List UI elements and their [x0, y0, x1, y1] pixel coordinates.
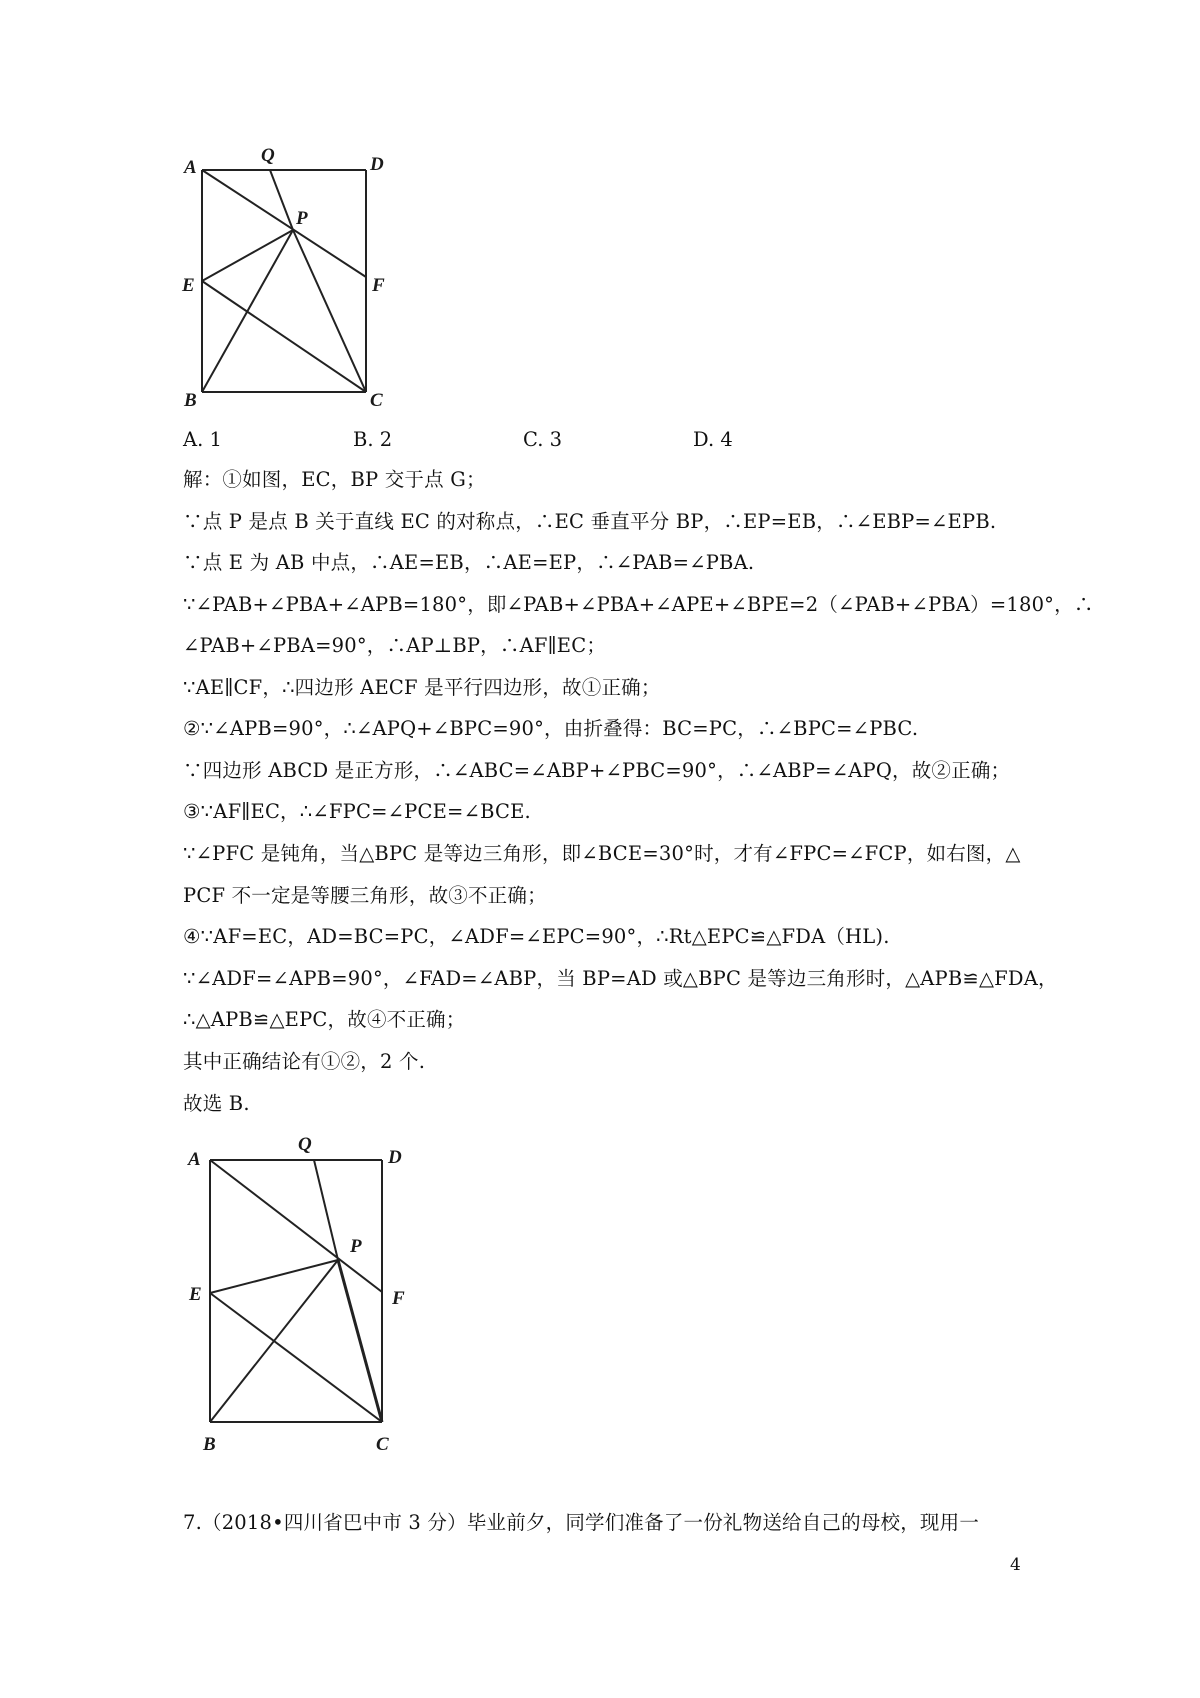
option-a: A. 1	[183, 428, 222, 451]
label-P: P	[296, 208, 308, 229]
label-E: E	[182, 275, 195, 296]
solution-line: ∴△APB≌△EPC，故④不正确；	[183, 1008, 466, 1031]
solution-line: ∵四边形 ABCD 是正方形，∴∠ABC=∠ABP+∠PBC=90°，∴∠ABP=∠APQ，故②正确；	[183, 759, 1011, 782]
page-number: 4	[1010, 1555, 1021, 1575]
label-P: P	[350, 1236, 362, 1257]
seg-BP	[210, 1260, 338, 1422]
figure-bottom	[0, 0, 420, 1460]
label-A: A	[188, 1149, 201, 1170]
solution-line: ∵点 P 是点 B 关于直线 EC 的对称点，∴EC 垂直平分 BP，∴EP=EB，∴∠EBP=∠EPB.	[183, 510, 997, 533]
solution-line: ∵∠ADF=∠APB=90°，∠FAD=∠ABP，当 BP=AD 或△BPC 是等边三角形时，△APB≌△FDA，	[183, 967, 1058, 990]
label-C: C	[370, 390, 383, 411]
label-D: D	[370, 154, 384, 175]
solution-line: ③∵AF∥EC，∴∠FPC=∠PCE=∠BCE.	[183, 800, 531, 823]
label-B: B	[203, 1434, 216, 1455]
seg-AF	[210, 1160, 382, 1292]
solution-line: 解：①如图，EC，BP 交于点 G；	[183, 468, 486, 491]
label-F: F	[372, 275, 385, 296]
seg-QP	[314, 1160, 338, 1260]
label-A: A	[184, 157, 197, 178]
solution-line: ④∵AF=EC，AD=BC=PC，∠ADF=∠EPC=90°，∴Rt△EPC≌△FDA（HL).	[183, 925, 890, 948]
option-c: C. 3	[523, 428, 563, 451]
next-question: 7.（2018•四川省巴中市 3 分）毕业前夕，同学们准备了一份礼物送给自己的母校，现用一	[183, 1511, 980, 1534]
solution-line: PCF 不一定是等腰三角形，故③不正确；	[183, 884, 547, 907]
label-Q: Q	[261, 145, 275, 166]
option-d: D. 4	[693, 428, 733, 451]
label-E: E	[189, 1284, 202, 1305]
solution-line: ∵∠PAB+∠PBA+∠APB=180°，即∠PAB+∠PBA+∠APE+∠BPE=2（∠PAB+∠PBA）=180°，∴	[183, 593, 1094, 616]
solution-line: ∵AE∥CF，∴四边形 AECF 是平行四边形，故①正确；	[183, 676, 661, 699]
figure-bottom-svg	[0, 0, 420, 1460]
label-B: B	[184, 390, 197, 411]
label-F: F	[392, 1288, 405, 1309]
label-D: D	[388, 1147, 402, 1168]
solution-line: ∠PAB+∠PBA=90°，∴AP⊥BP，∴AF∥EC；	[183, 634, 607, 657]
solution-line: ②∵∠APB=90°，∴∠APQ+∠BPC=90°，由折叠得：BC=PC，∴∠BPC=∠PBC.	[183, 717, 919, 740]
label-Q: Q	[298, 1134, 312, 1155]
solution-line: ∵点 E 为 AB 中点，∴AE=EB，∴AE=EP，∴∠PAB=∠PBA.	[183, 551, 755, 574]
seg-PC	[338, 1260, 382, 1422]
label-C: C	[376, 1434, 389, 1455]
solution-line: 其中正确结论有①②，2 个.	[183, 1050, 426, 1073]
option-b: B. 2	[353, 428, 393, 451]
solution-line: ∵∠PFC 是钝角，当△BPC 是等边三角形，即∠BCE=30°时，才有∠FPC=∠FCP，如右图，△	[183, 842, 1021, 865]
solution-line: 故选 B.	[183, 1092, 250, 1115]
seg-EP	[210, 1260, 338, 1293]
